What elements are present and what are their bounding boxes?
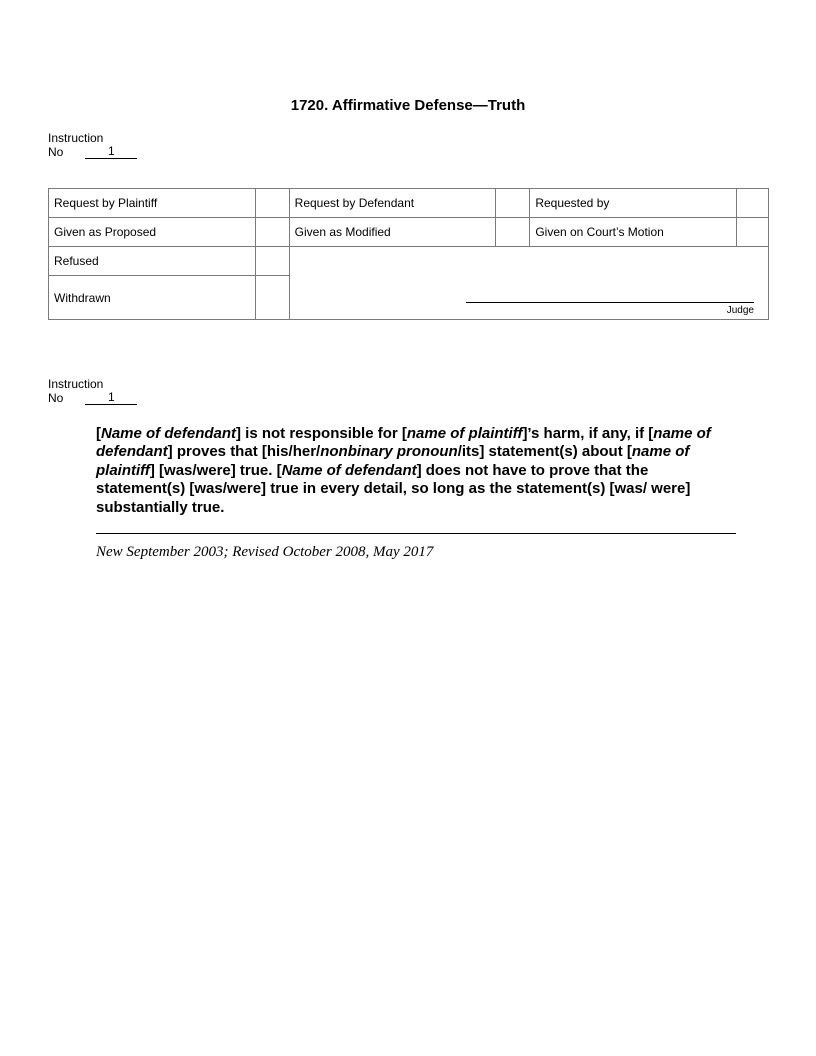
judge-signature-area bbox=[289, 247, 768, 320]
instruction-number-block bbox=[48, 131, 137, 159]
request-by-defendant-checkbox[interactable] bbox=[496, 189, 530, 218]
no-label: No bbox=[48, 391, 64, 405]
instruction-number-field[interactable]: 1 bbox=[85, 391, 137, 405]
judge-signature-line[interactable] bbox=[466, 302, 754, 303]
judge-label: Judge bbox=[726, 305, 754, 316]
given-as-proposed-label: Given as Proposed bbox=[49, 218, 256, 247]
given-as-proposed-checkbox[interactable] bbox=[255, 218, 289, 247]
request-by-plaintiff-checkbox[interactable] bbox=[255, 189, 289, 218]
page-title: 1720. Affirmative Defense—Truth bbox=[290, 97, 526, 114]
given-on-courts-motion-checkbox[interactable] bbox=[736, 218, 768, 247]
given-on-courts-motion-label: Given on Court’s Motion bbox=[530, 218, 737, 247]
given-as-modified-checkbox[interactable] bbox=[496, 218, 530, 247]
refused-label: Refused bbox=[49, 247, 256, 276]
withdrawn-label: Withdrawn bbox=[49, 276, 256, 320]
request-status-table bbox=[48, 188, 769, 320]
given-as-modified-label: Given as Modified bbox=[289, 218, 496, 247]
requested-by-checkbox[interactable] bbox=[736, 189, 768, 218]
no-label: No bbox=[48, 145, 64, 159]
refused-checkbox[interactable] bbox=[255, 247, 289, 276]
withdrawn-checkbox[interactable] bbox=[255, 276, 289, 320]
instruction-number-field[interactable]: 1 bbox=[85, 145, 137, 159]
instruction-label: Instruction bbox=[48, 377, 104, 391]
instruction-label: Instruction bbox=[48, 131, 104, 145]
divider bbox=[96, 533, 736, 534]
instruction-number-block-2 bbox=[48, 377, 137, 405]
instruction-text: [Name of defendant] is not responsible for [name of plaintiff]’s harm, if any, if [name of defendant] proves that [his/her/nonbinary pronoun/its] statement(s) about [name of plaintiff] [was/were] true. [Name of defendant] does not have to prove that the statement(s) [was/were] true in every detail, so long as the statement(s) [was/ were] substantially true. bbox=[96, 425, 711, 516]
request-by-defendant-label: Request by Defendant bbox=[289, 189, 496, 218]
requested-by-label: Requested by bbox=[530, 189, 737, 218]
revision-history: New September 2003; Revised October 2008, May 2017 bbox=[96, 544, 434, 560]
request-by-plaintiff-label: Request by Plaintiff bbox=[49, 189, 256, 218]
